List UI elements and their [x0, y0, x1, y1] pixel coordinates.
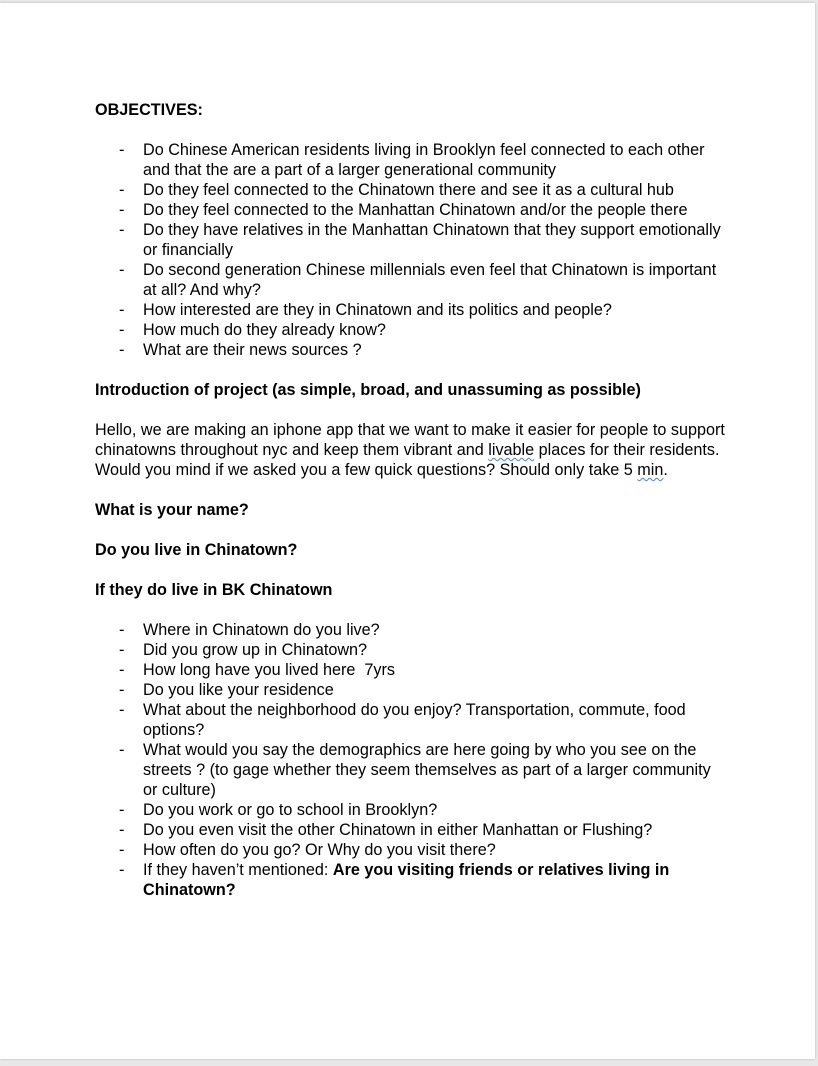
objectives-heading: OBJECTIVES:	[95, 101, 203, 119]
objective-text: Do Chinese American residents living in Brooklyn feel connected to each other and that the are a part of a larger generational community	[143, 141, 705, 179]
list-item	[95, 840, 725, 860]
question-text: Do you work or go to school in Brooklyn?	[143, 801, 438, 819]
dash-bullet: -	[119, 681, 125, 699]
intro-text: places for their residents. Would you mind if we asked you a few quick questions? Should only take 5	[95, 441, 720, 479]
question-text: Do you even visit the other Chinatown in either Manhattan or Flushing?	[143, 821, 653, 839]
list-item	[95, 260, 725, 300]
objective-text: Do they have relatives in the Manhattan Chinatown that they support emotionally or financially	[143, 221, 721, 259]
list-item	[95, 740, 725, 800]
dash-bullet: -	[119, 821, 125, 839]
list-item	[95, 700, 725, 740]
dash-bullet: -	[119, 181, 125, 199]
bk-question-list	[95, 620, 725, 900]
list-item	[95, 860, 725, 900]
objectives-list	[95, 140, 725, 360]
dash-bullet: -	[119, 301, 125, 319]
spacer	[95, 560, 725, 580]
spacer	[95, 600, 725, 620]
dash-bullet: -	[119, 261, 125, 279]
intro-paragraph	[95, 420, 725, 480]
list-item	[95, 680, 725, 700]
question-text: What about the neighborhood do you enjoy? Transportation, commute, food options?	[143, 701, 686, 739]
dash-bullet: -	[119, 221, 125, 239]
list-item	[95, 300, 725, 320]
dash-bullet: -	[119, 321, 125, 339]
list-item	[95, 340, 725, 360]
spacer	[95, 360, 725, 380]
dash-bullet: -	[119, 741, 125, 759]
objective-text: Do second generation Chinese millennials even feel that Chinatown is important at all? And why?	[143, 261, 717, 299]
question-text: Did you grow up in Chinatown?	[143, 641, 368, 659]
dash-bullet: -	[119, 621, 125, 639]
dash-bullet: -	[119, 801, 125, 819]
list-item	[95, 200, 725, 220]
bk-section-heading: If they do live in BK Chinatown	[95, 581, 333, 599]
list-item	[95, 220, 725, 260]
dash-bullet: -	[119, 701, 125, 719]
dash-bullet: -	[119, 861, 125, 879]
question-name: What is your name?	[95, 501, 249, 519]
document-body	[95, 100, 725, 900]
question-text: How long have you lived here 7yrs	[143, 661, 395, 679]
list-item	[95, 620, 725, 640]
intro-text: Hello, we are making an iphone app that we want to make it easier for people to support chinatowns throughout nyc and keep them vibrant and	[95, 421, 725, 459]
spacer	[95, 480, 725, 500]
question-text: If they haven’t mentioned:	[143, 861, 333, 879]
objective-text: Do they feel connected to the Manhattan Chinatown and/or the people there	[143, 201, 688, 219]
list-item	[95, 820, 725, 840]
list-item	[95, 640, 725, 660]
objective-text: How interested are they in Chinatown and its politics and people?	[143, 301, 612, 319]
spacer	[95, 120, 725, 140]
objective-text: How much do they already know?	[143, 321, 386, 339]
spellcheck-flagged-word[interactable]: min	[637, 461, 664, 479]
intro-text: .	[663, 461, 668, 479]
intro-heading: Introduction of project (as simple, broad, and unassuming as possible)	[95, 381, 641, 399]
spellcheck-flagged-word[interactable]: livable	[488, 441, 535, 459]
dash-bullet: -	[119, 201, 125, 219]
question-text: Do you like your residence	[143, 681, 334, 699]
list-item	[95, 180, 725, 200]
dash-bullet: -	[119, 661, 125, 679]
question-text: What would you say the demographics are here going by who you see on the streets ? (to gage whether they seem themselves as part of a larger community or culture)	[143, 741, 711, 799]
list-item	[95, 140, 725, 180]
objective-text: What are their news sources ?	[143, 341, 362, 359]
question-text: Where in Chinatown do you live?	[143, 621, 380, 639]
dash-bullet: -	[119, 341, 125, 359]
document-page	[0, 3, 815, 1059]
question-text-bold: Are you visiting friends or relatives living in Chinatown?	[143, 861, 670, 899]
dash-bullet: -	[119, 141, 125, 159]
list-item	[95, 660, 725, 680]
question-text: How often do you go? Or Why do you visit there?	[143, 841, 496, 859]
spacer	[95, 520, 725, 540]
spacer	[95, 400, 725, 420]
dash-bullet: -	[119, 641, 125, 659]
dash-bullet: -	[119, 841, 125, 859]
list-item	[95, 320, 725, 340]
question-live-in-chinatown: Do you live in Chinatown?	[95, 541, 298, 559]
objective-text: Do they feel connected to the Chinatown there and see it as a cultural hub	[143, 181, 674, 199]
list-item	[95, 800, 725, 820]
